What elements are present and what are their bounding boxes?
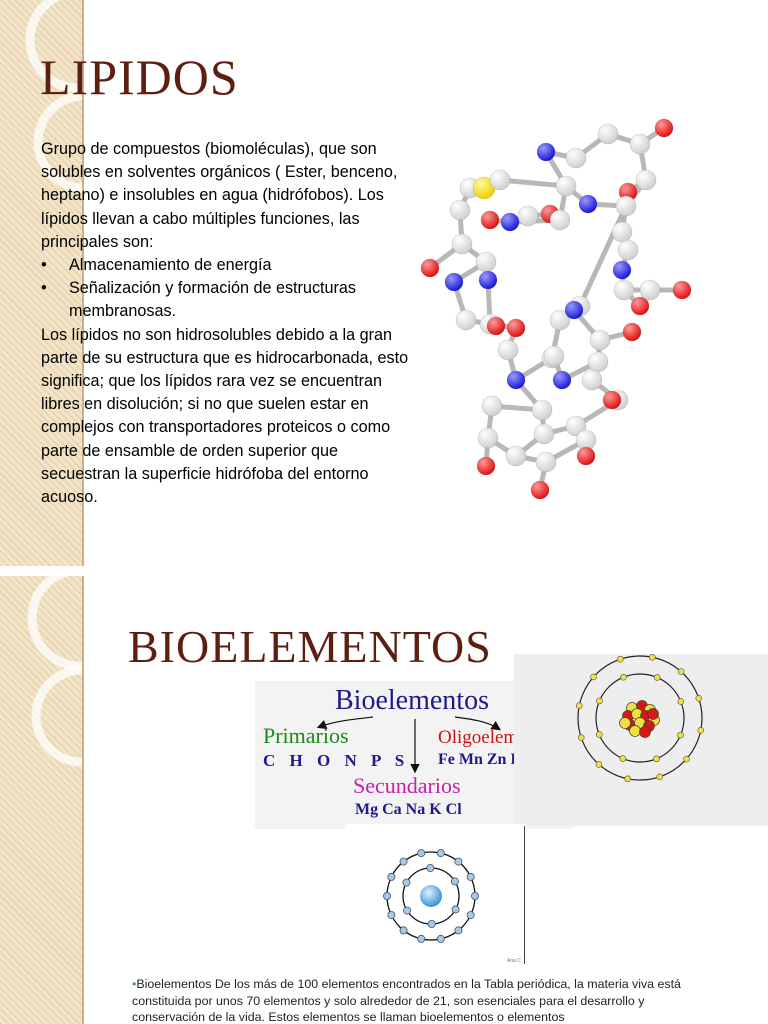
secundarios-elements: Mg Ca Na K Cl: [355, 801, 462, 818]
atom-model-icon: [514, 654, 768, 826]
bohr-atom-model-icon: [345, 824, 525, 966]
primarios-elements: C H O N P S: [263, 751, 410, 770]
molecule-model-icon: [412, 110, 702, 510]
description-text: Bioelementos De los más de 100 elementos encontrados en la Tabla periódica, la materia viva está constituida por unos 70 elementos y solo alrededor de 21, son esenciales para el desarrollo y conservación de la vida. Estos elementos se llaman bioelementos o elementos: [132, 977, 681, 1024]
list-item: • Almacenamiento de energía: [41, 254, 411, 277]
slide-bioelementos: [0, 576, 768, 1024]
image-credit: Ana C: [507, 958, 521, 964]
slide-title: LIPIDOS: [40, 49, 239, 105]
intro-paragraph: Grupo de compuestos (biomoléculas), que son solubles en solventes orgánicos ( Ester, benceno, heptano) e insolubles en agua (hidrófobos). Los lípidos llevan a cabo múltiples funciones, las principales son:: [41, 140, 398, 251]
explanation-paragraph: Los lípidos no son hidrosolubles debido a la gran parte de su estructura que es hidrocarbonada, esto significa; que los lípidos rara vez se encuentran libres en disolución; si no que suelen estar en complejos con transportadores proteicos o como parte de ensamble de orden superior que secuestran la superficie hidrófoba del entorno acuoso.: [41, 325, 409, 507]
divider: [524, 826, 525, 964]
secundarios-label: Secundarios: [353, 773, 461, 798]
diagram-title: Bioelementos: [335, 685, 489, 716]
bullet-icon: •: [132, 977, 137, 991]
oligoelementos-elements: Fe Mn Zn F Cu: [438, 751, 545, 768]
bioelementos-description: [132, 976, 712, 1024]
oligoelementos-label: Oligoelementos: [438, 727, 559, 748]
functions-list: [41, 254, 411, 324]
primarios-label: Primarios: [263, 723, 349, 748]
stamp-text: Fácil y rápido: [519, 795, 551, 809]
lipidos-body: [41, 138, 411, 509]
decorative-rings-icon: [0, 576, 84, 1024]
list-item: • Señalización y formación de estructuras membranosas.: [41, 277, 411, 323]
slide-title: BIOELEMENTOS: [128, 621, 492, 672]
decorative-side-strip: [0, 576, 84, 1024]
